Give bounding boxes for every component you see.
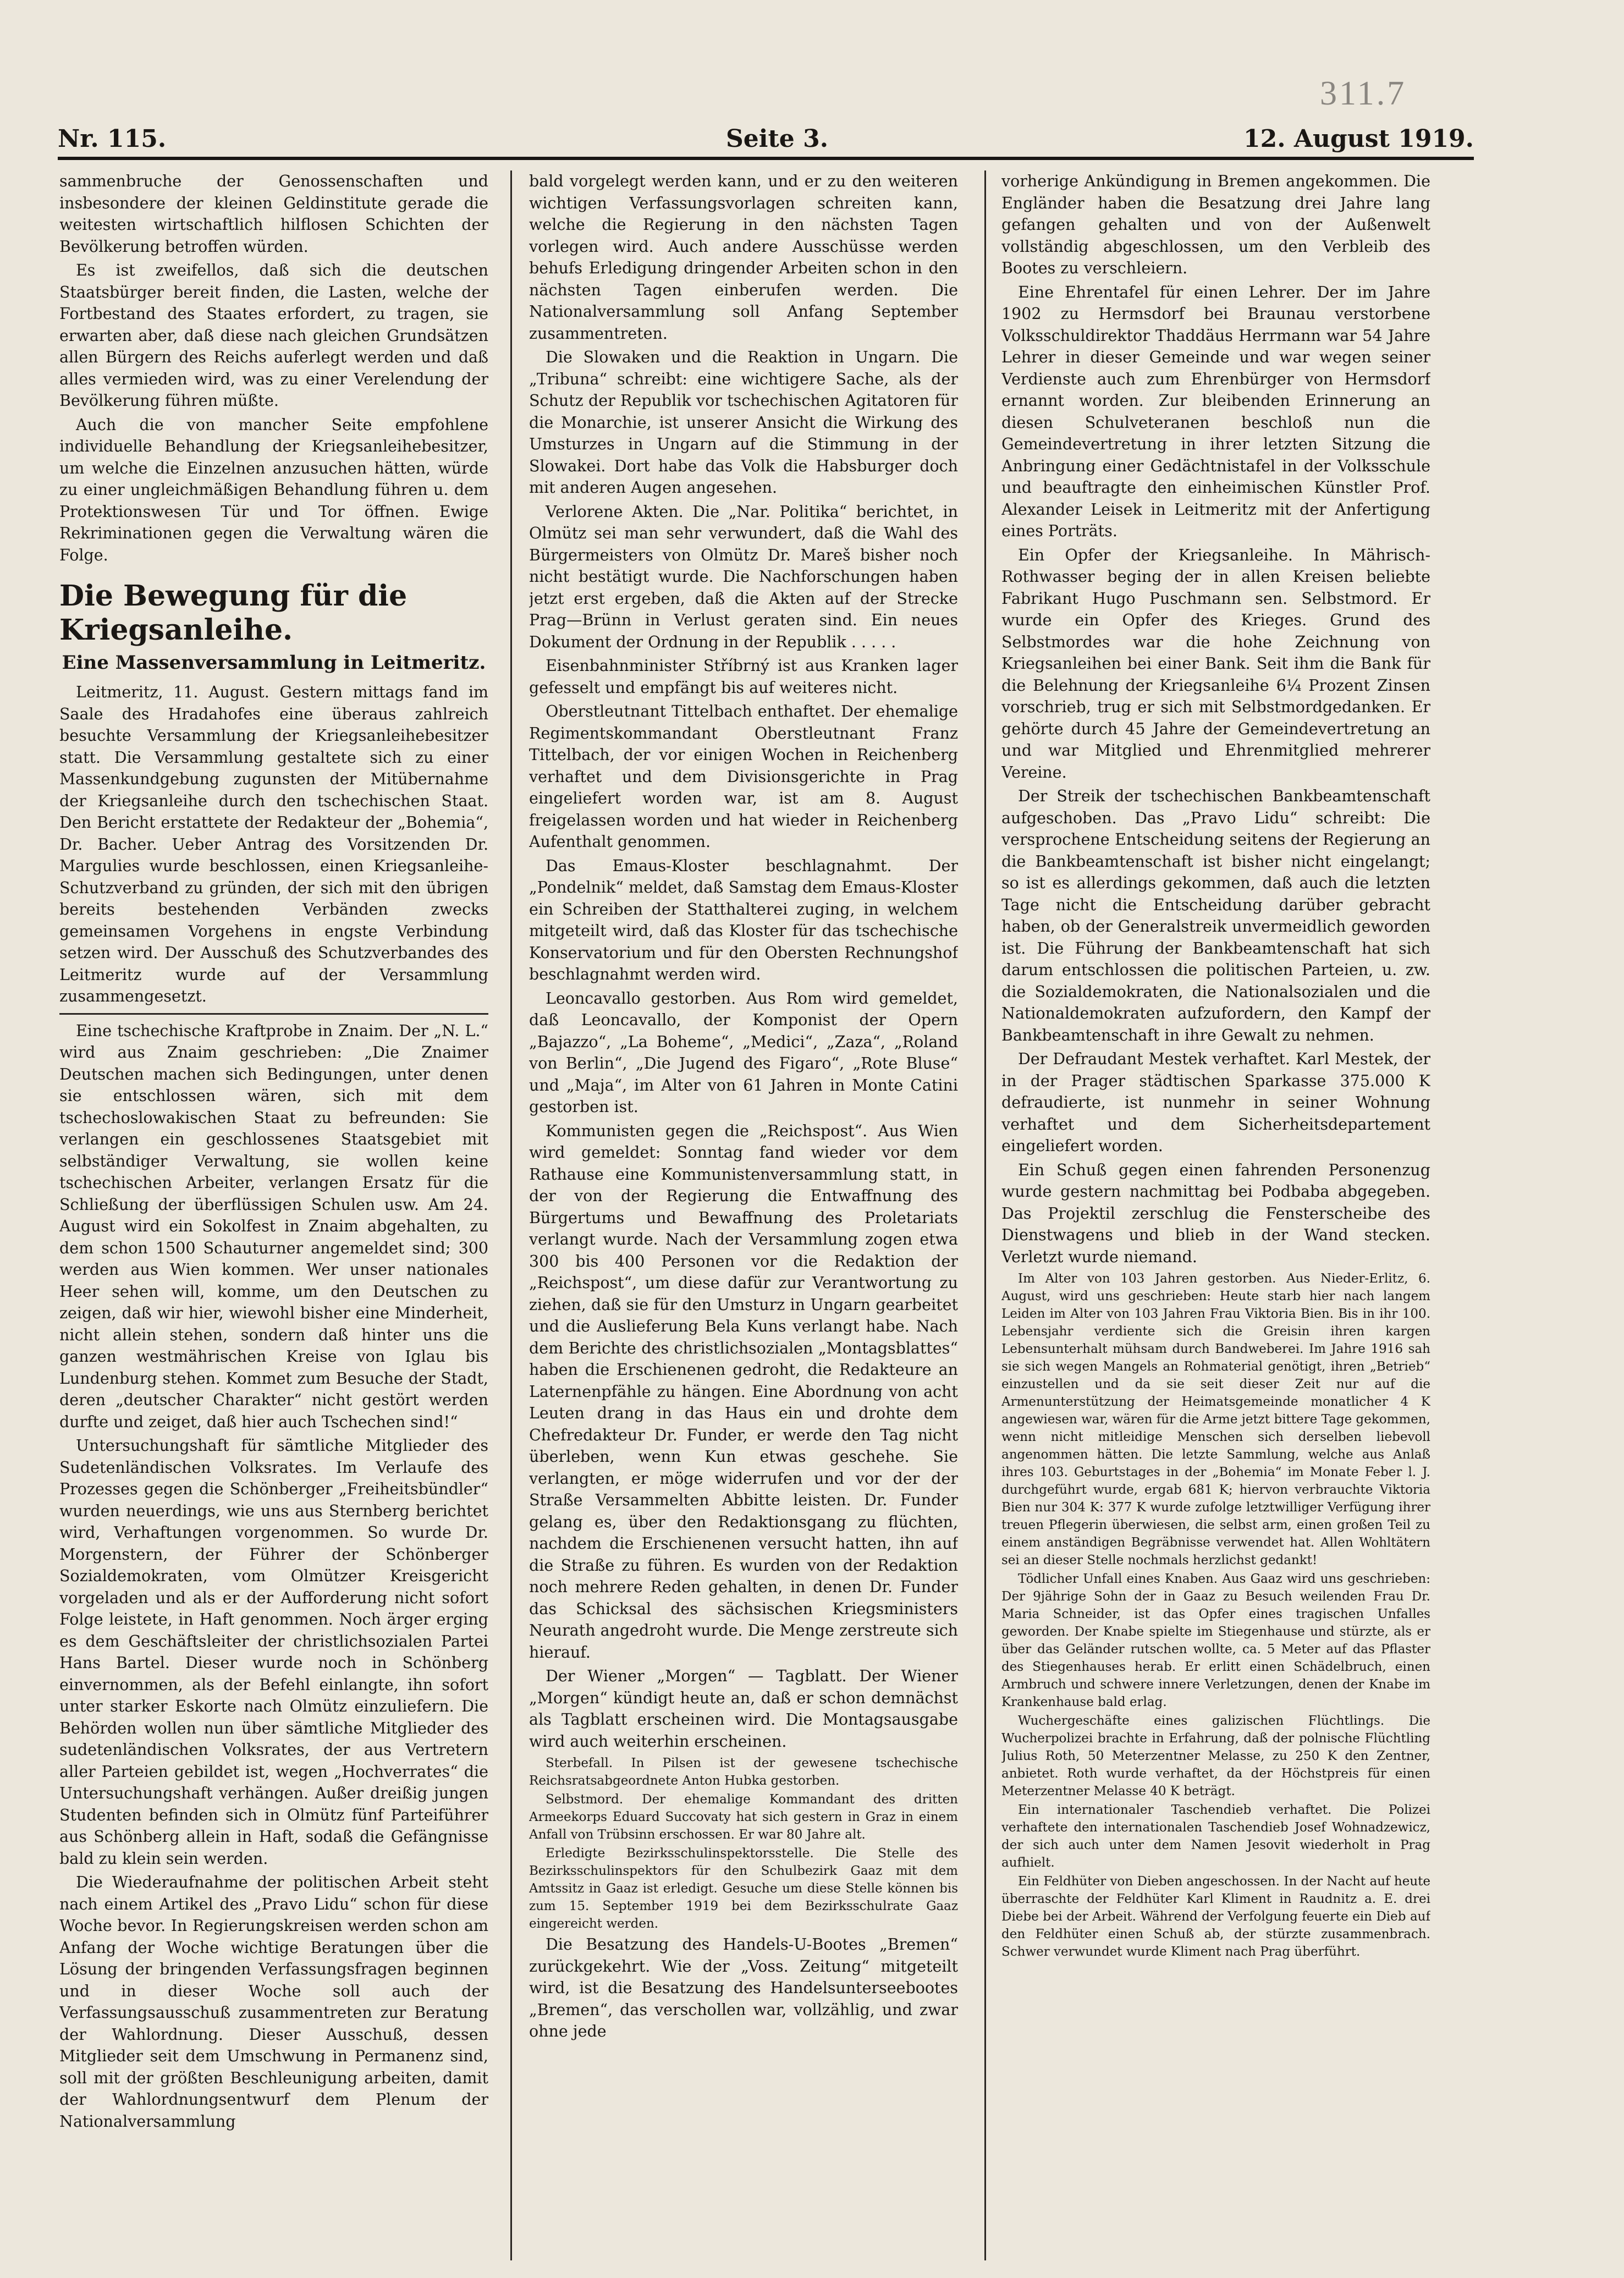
notice-paragraph: Wuchergeschäfte eines galizischen Flüchtlings. Die Wucherpolizei brachte in Erfahrung, daß der polnische Flüchtling Julius Roth, 50 Meterzentner Melasse, zu 250 K den Zentner, anbietet. Roth wurde verhaftet, da der Höchstpreis für einen Meterzentner Melasse 40 K beträgt. (1001, 1714, 1430, 1798)
article-paragraph: Der Defraudant Mestek verhaftet. Karl Mestek, der in der Prager städtischen Sparkasse 375.000 K defraudierte, ist nunmehr in seiner Wohnung verhaftet und dem Sicherheitsdepartement eingeliefert worden. (1001, 1050, 1430, 1155)
notice-paragraph: Ein Feldhüter von Dieben angeschossen. In der Nacht auf heute überraschte der Feldhüter Karl Kliment in Raudnitz a. E. drei Diebe bei der Arbeit. Während der Verfolgung feuerte ein Dieb auf den Feldhüter einen Schuß ab, der stürzte zusammenbrach. Schwer verwundet wurde Kliment nach Prag überführt. (1001, 1874, 1430, 1959)
short-notices (1001, 1270, 1430, 1961)
subheadline: Eine Massenversammlung in Leitmeritz. (62, 652, 486, 674)
notice-paragraph: Im Alter von 103 Jahren gestorben. Aus Nieder-Erlitz, 6. August, wird uns geschrieben: Heute starb hier nach langem Leiden im Alter von 103 Jahren Frau Viktoria Bien. Bis in ihr 100. Lebensjahr verdiente sich die Greisin ihren kargen Lebensunterhalt mühsam durch Bandweberei. Im Jahre 1916 sah sie sich wegen Mangels an Rohmaterial genötigt, ihren „Betrieb“ einzustellen und da sie seit dieser Zeit nur auf die Armenunterstützung der Heimatsgemeinde monatlicher 4 K angewiesen war, wären für die Arme jetzt bittere Tage gekommen, wenn nicht mitleidige Menschen sich derselben liebevoll angenommen hätten. Die letzte Sammlung, welche aus Anlaß ihres 103. Geburtstages in der „Bohemia“ im Monate Feber l. J. durchgeführt wurde, ergab 681 K; hiervon verbrauchte Viktoria Bien nur 304 K: 377 K wurde zufolge letztwilliger Verfügung ihrer treuen Pflegerin überwiesen, die selbst arm, einen großen Teil zu einem anständigen Begräbnisse verwendet hat. Allen Wohltätern sei an dieser Stelle nochmals herzlichst gedankt! (1001, 1272, 1430, 1567)
article-paragraph: vorherige Ankündigung in Bremen angekommen. Die Engländer haben die Besatzung drei Jahre lang gefangen gehalten und von der Außenwelt vollständig abgeschlossen, um den Verbleib des Bootes zu verschleiern. (1001, 172, 1430, 277)
article-paragraph: Der Streik der tschechischen Bankbeamtenschaft aufgeschoben. Das „Pravo Lidu“ schreibt: Die versprochene Entscheidung seitens der Regierung an die Bankbeamtenschaft ist bisher nicht eingelangt; so ist es allerdings gekommen, daß auch die letzten Tage nicht die Entscheidung darüber gebracht haben, ob der Generalstreik unvermeidlich geworden ist. Die Führung der Bankbeamtenschaft hat sich darum entschlossen die politischen Parteien, u. zw. die Sozialdemokraten, die Nationalsozialen und die Nationaldemokraten aufzufordern, den Kampf der Bankbeamtenschaft in ihre Gewalt zu nehmen. (1001, 787, 1430, 1044)
column-divider (984, 170, 986, 2260)
article-paragraph: Eine Ehrentafel für einen Lehrer. Der im Jahre 1902 zu Hermsdorf bei Braunau verstorbene Volksschuldirektor Thaddäus Herrmann war 54 Jahre Lehrer in dieser Gemeinde und war wegen seiner Verdienste auch zum Ehrenbürger von Hermsdorf ernannt worden. Zur bleibenden Erinnerung an diesen Schulveteranen beschloß nun die Gemeindevertretung in ihrer letzten Sitzung die Anbringung einer Gedächtnistafel in der Volksschule und beauftragte den einheimischen Künstler Prof. Alexander Leisek in Leitmeritz mit der Anfertigung eines Porträts. (1001, 283, 1430, 540)
article-paragraph: sammenbruche der Genossenschaften und insbesondere der kleinen Geldinstitute gerade die weitesten wirtschaftlich hilflosen Schichten der Bevölkerung betroffen würden. (59, 172, 488, 256)
article-paragraph: Es ist zweifellos, daß sich die deutschen Staatsbürger bereit finden, die Lasten, welche der Fortbestand des Staates erfordert, zu tragen, sie erwarten aber, daß diese nach gleichen Grundsätzen allen Bürgern des Reichs auferlegt werden und daß alles vermieden wird, was zu einer Verelendung der Bevölkerung führen müßte. (59, 261, 488, 410)
article-paragraph: Leoncavallo gestorben. Aus Rom wird gemeldet, daß Leoncavallo, der Komponist der Opern „Bajazzo“, „La Boheme“, „Medici“, „Zaza“, „Roland von Berlin“, „Die Jugend des Figaro“, „Rote Bluse“ und „Maja“, im Alter von 61 Jahren in Monte Catini gestorben ist. (529, 989, 958, 1116)
article-paragraph: Untersuchungshaft für sämtliche Mitglieder des Sudetenländischen Volksrates. Im Verlaufe des Prozesses gegen die Schönberger „Freiheitsbündler“ wurden neuerdings, wie uns aus Sternberg berichtet wird, Verhaftungen vorgenommen. So wurde Dr. Morgenstern, der Führer der Schönberger Sozialdemokraten, vom Olmützer Kreisgericht vorgeladen und als er der Aufforderung nicht sofort Folge leistete, in Haft genommen. Noch ärger erging es dem Geschäftsleiter der christlichsozialen Partei Hans Bartel. Dieser wurde noch in Schönberg einvernommen, als der Befehl einlangte, ihn sofort unter starker Eskorte nach Olmütz einzuliefern. Die Behörden wollen nun über sämtliche Mitglieder des sudetenländischen Volksrates, der aus Vertretern aller Parteien gebildet ist, wegen „Hochverrates“ die Untersuchungshaft verhängen. Außer dreißig jungen Studenten befinden sich in Olmütz fünf Parteiführer aus Schönberg allein in Haft, sodaß die Gefängnisse bald zu klein sein werden. (59, 1437, 488, 1868)
article-paragraph: Der Wiener „Morgen“ — Tagblatt. Der Wiener „Morgen“ kündigt heute an, daß er schon demnächst als Tagblatt erscheinen wird. Die Montagsausgabe wird auch weiterhin erscheinen. (529, 1667, 958, 1751)
headline: Die Bewegung für die Kriegsanleihe. (59, 579, 408, 647)
column-divider (510, 170, 512, 2260)
article-paragraph: Die Slowaken und die Reaktion in Ungarn. Die „Tribuna“ schreibt: eine wichtigere Sache, als der Schutz der Republik vor tschechischen Agitatoren für die Monarchie, ist unserer Ansicht die Wirkung des Umsturzes in Ungarn auf die Stimmung in der Slowakei. Dort habe das Volk die Habsburger doch mit anderen Augen angesehen. (529, 348, 958, 497)
article-paragraph: Verlorene Akten. Die „Nar. Politika“ berichtet, in Olmütz sei man sehr verwundert, daß die Wahl des Bürgermeisters von Olmütz Dr. Mareš bisher noch nicht bestätigt wurde. Die Nachforschungen haben jetzt erst ergeben, daß die Akten auf der Strecke Prag—Brünn in Verlust geraten sind. Ein neues Dokument der Ordnung in der Republik . . . . . (529, 502, 958, 651)
article-paragraph: Kommunisten gegen die „Reichspost“. Aus Wien wird gemeldet: Sonntag fand wieder vor dem Rathause eine Kommunistenversammlung statt, in der von der Regierung die Entwaffnung des Bürgertums und Bewaffnung des Proletariats verlangt wurde. Nach der Versammlung zogen etwa 300 bis 400 Personen vor die Redaktion der „Reichspost“, um diese dafür zur Verantwortung zu ziehen, daß sie für den Umsturz in Ungarn gearbeitet und die Auslieferung Bela Kuns verlangt habe. Nach dem Berichte des christlichsozialen „Montagsblattes“ haben die Erschienenen gedroht, die Redakteure an Laternenpfähle zu hängen. Eine Abordnung von acht Leuten drang in das Haus ein und drohte dem Chefredakteur Dr. Funder, er werde den Tag nicht überleben, wenn Kun etwas geschehe. Sie verlangten, er möge widerrufen und vor der der Straße Versammelten Abbitte leisten. Dr. Funder gelang es, über den Redaktionsgang zu flüchten, nachdem die Erschienenen versucht hatten, ihn auf die Straße zu führen. Es wurden von der Redaktion noch mehrere Reden gehalten, in denen Dr. Funder das Schicksal des sächsischen Kriegsministers Neurath angedroht wurde. Die Menge zerstreute sich hierauf. (529, 1121, 958, 1661)
divider (59, 1013, 488, 1015)
notice-paragraph: Erledigte Bezirksschulinspektorsstelle. Die Stelle des Bezirksschulinspektors für den Schulbezirk Gaaz mit dem Amtssitz in Gaaz ist erledigt. Gesuche um diese Stelle können bis zum 15. September 1919 bei dem Bezirksschulrate Gaaz eingereicht werden. (529, 1846, 958, 1931)
article-paragraph: Leitmeritz, 11. August. Gestern mittags fand im Saale des Hradahofes eine überaus zahlreich besuchte Versammlung der Kriegsanleihebesitzer statt. Die Versammlung gestaltete sich zu einer Massenkundgebung zugunsten der Mitübernahme der Kriegsanleihe durch den tschechischen Staat. Den Bericht erstattete der Redakteur der „Bohemia“, Dr. Bacher. Ueber Antrag des Vorsitzenden Dr. Margulies wurde beschlossen, einen Kriegsanleihe-Schutzverband zu gründen, der sich mit den übrigen bereits bestehenden Verbänden zwecks gemeinsamen Vorgehens in engste Verbindung setzen wird. Der Ausschuß des Schutzverbandes des Leitmeritz wurde auf der Versammlung zusammengesetzt. (59, 683, 488, 1005)
article-paragraph: Ein Schuß gegen einen fahrenden Personenzug wurde gestern nachmittag bei Podbaba abgegeben. Das Projektil zerschlug die Fensterscheibe des Dienstwagens und blieb in der Wand stecken. Verletzt wurde niemand. (1001, 1160, 1430, 1266)
archive-stamp: 311.7 (1320, 75, 1407, 112)
article-paragraph: Auch die von mancher Seite empfohlene individuelle Behandlung der Kriegsanleihebesitzer, um welche die Einzelnen anzusuchen hätten, würde zu einer ungleichmäßigen Behandlung führen u. dem Protektionswesen Tür und Tor öffnen. Ewige Rekriminationen gegen die Verwaltung wären die Folge. (59, 415, 488, 564)
column-3 (1001, 170, 1430, 2260)
column-1 (59, 170, 488, 2260)
notice-paragraph: Ein internationaler Taschendieb verhaftet. Die Polizei verhaftete den internationalen Taschendieb Josef Wohnadzewicz, der sich auch unter dem Namen Jesovit wiederholt in Prag aufhielt. (1001, 1803, 1430, 1870)
notice-paragraph: Selbstmord. Der ehemalige Kommandant des dritten Armeekorps Eduard Succovaty hat sich gestern in Graz in einem Anfall von Trübsinn erschossen. Er war 80 Jahre alt. (529, 1792, 958, 1842)
article-paragraph: Oberstleutnant Tittelbach enthaftet. Der ehemalige Regimentskommandant Oberstleutnant Franz Tittelbach, der vor einigen Wochen in Reichenberg verhaftet und dem Divisionsgerichte in Prag eingeliefert worden war, ist am 8. August freigelassen worden und hat wieder in Reichenberg Aufenthalt genommen. (529, 702, 958, 851)
notice-paragraph: Tödlicher Unfall eines Knaben. Aus Gaaz wird uns geschrieben: Der 9jährige Sohn der in Gaaz zu Besuch weilenden Frau Dr. Maria Schneider, ist das Opfer eines tragischen Unfalles geworden. Der Knabe spielte im Stiegenhause und stürzte, als er über das Geländer rutschen wollte, ca. 5 Meter auf das Pflaster des Stiegenhauses herab. Er erlitt einen Schädelbruch, einen Armbruch und schwere innere Verletzungen, denen der Knabe im Krankenhause bald erlag. (1001, 1572, 1430, 1709)
column-2 (529, 170, 958, 2260)
article-paragraph: Das Emaus-Kloster beschlagnahmt. Der „Pondelnik“ meldet, daß Samstag dem Emaus-Kloster ein Schreiben der Statthalterei zuging, in welchem mitgeteilt wird, daß das Kloster für das tschechische Konservatorium und für den Obersten Rechnungshof beschlagnahmt werden wird. (529, 856, 958, 983)
page-header (58, 118, 1474, 160)
article-paragraph: bald vorgelegt werden kann, und er zu den weiteren wichtigen Verfassungsvorlagen schreiten kann, welche die Regierung in den nächsten Tagen vorlegen wird. Auch andere Ausschüsse werden behufs Erledigung dringender Arbeiten schon in den nächsten Tagen einberufen werden. Die Nationalversammlung soll Anfang September zusammentreten. (529, 172, 958, 343)
article-paragraph: Die Wiederaufnahme der politischen Arbeit steht nach einem Artikel des „Pravo Lidu“ schon für diese Woche bevor. In Regierungskreisen werden schon am Anfang der Woche wichtige Beratungen über die Lösung der bringenden Verfassungsfragen beginnen und in dieser Woche soll auch der Verfassungsausschuß zusammentreten zur Beratung der Wahlordnung. Dieser Ausschuß, dessen Mitglieder seit dem Umschwung in Permanenz sind, soll mit der größten Beschleunigung arbeiten, damit der Wahlordnungsentwurf dem Plenum der Nationalversammlung (59, 1873, 488, 2131)
page-number: Seite 3. (726, 125, 829, 153)
article-paragraph: Ein Opfer der Kriegsanleihe. In Mährisch-Rothwasser beging der in allen Kreisen beliebte Fabrikant Hugo Puschmann sen. Selbstmord. Er wurde ein Opfer des Krieges. Grund des Selbstmordes war die hohe Zeichnung von Kriegsanleihen bei einer Bank. Seit ihm die Bank für die Belehnung der Kriegsanleihe 6¼ Prozent Zinsen vorschrieb, trug er sich mit Selbstmordgedanken. Er gehörte durch 45 Jahre der Gemeindevertretung an und war Mitglied und Ehrenmitglied mehrerer Vereine. (1001, 546, 1430, 782)
notice-paragraph: Sterbefall. In Pilsen ist der gewesene tschechische Reichsratsabgeordnete Anton Hubka gestorben. (529, 1756, 958, 1788)
article-paragraph: Eisenbahnminister Stříbrný ist aus Kranken lager gefesselt und empfängt bis auf weiteres nicht. (529, 657, 958, 697)
issue-number: Nr. 115. (58, 125, 167, 153)
issue-date: 12. August 1919. (1243, 125, 1474, 153)
short-notices (529, 1754, 958, 1933)
article-paragraph: Eine tschechische Kraftprobe in Znaim. Der „N. L.“ wird aus Znaim geschrieben: „Die Znaimer Deutschen machen sich Bedingungen, unter denen sie entschlossen wären, sich mit dem tschechoslowakischen Staat zu befreunden: Sie verlangen ein geschlossenes Staatsgebiet mit selbständiger Verwaltung, sie wollen keine tschechischen Arbeiter, verlangen Ersatz für die Schließung der überflüssigen Schulen usw. Am 24. August wird ein Sokolfest in Znaim abgehalten, zu dem schon 1500 Schauturner angemeldet sind; 300 werden aus Wien kommen. Wer unser nationales Heer sehen will, komme, um den Deutschen zu zeigen, daß wir hier, wiewohl bisher eine Minderheit, nicht allein stehen, sondern daß hinter uns die ganzen westmährischen Kreise von Iglau bis Lundenburg stehen. Kommet zum Besuche der Stadt, deren „deutscher Charakter“ nicht gestört werden durfte und zeiget, daß hier auch Tschechen sind!“ (59, 1021, 488, 1431)
article-paragraph: Die Besatzung des Handels-U-Bootes „Bremen“ zurückgekehrt. Wie der „Voss. Zeitung“ mitgeteilt wird, ist die Besatzung des Handelsunterseebootes „Bremen“, das verschollen war, vollzählig, und zwar ohne jede (529, 1935, 958, 2040)
